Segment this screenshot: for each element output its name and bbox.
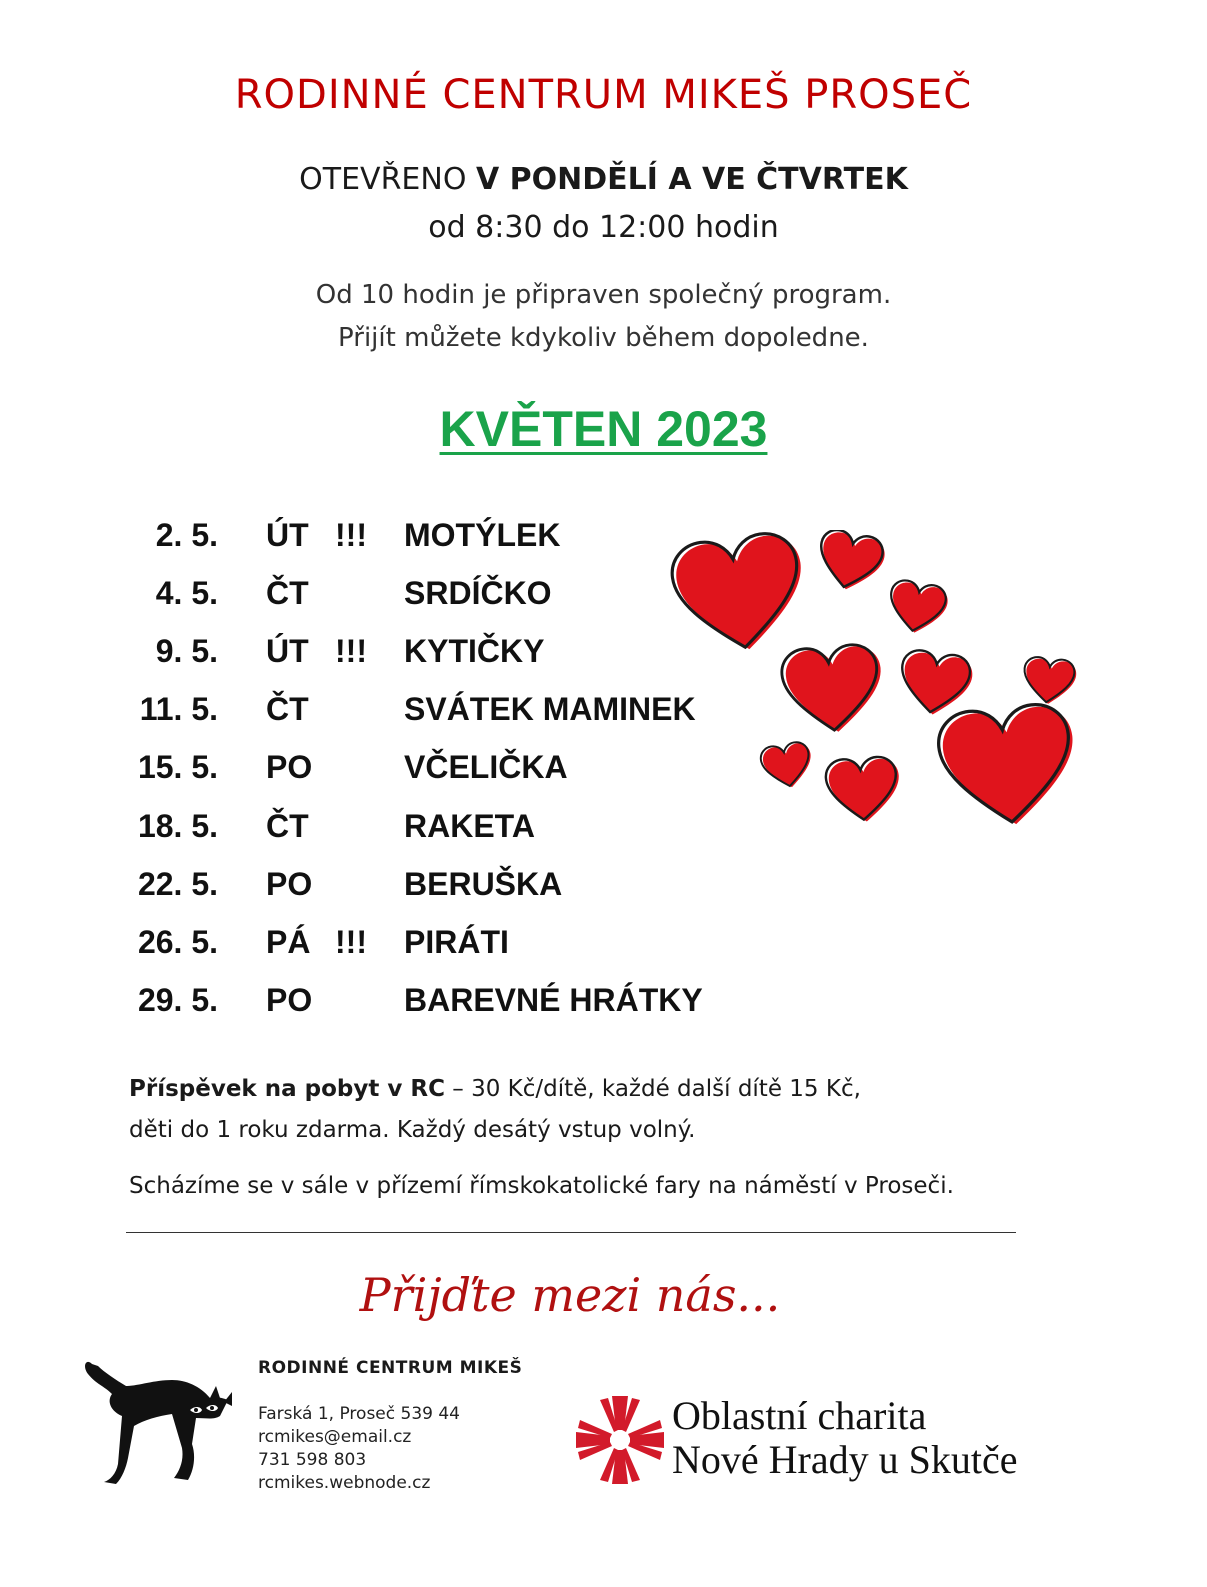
contact-block bbox=[258, 1403, 460, 1495]
opening-days-bold: V PONDĚLÍ A VE ČTVRTEK bbox=[475, 162, 908, 197]
schedule-date: 29. 5. bbox=[137, 982, 218, 1018]
schedule-date: 2. 5. bbox=[155, 517, 218, 553]
charity-cross-icon bbox=[576, 1396, 664, 1484]
schedule-date: 26. 5. bbox=[137, 924, 218, 960]
charity-line-1: Oblastní charita bbox=[672, 1393, 927, 1438]
charity-line-2: Nové Hrady u Skutče bbox=[672, 1437, 1018, 1482]
schedule-date: 4. 5. bbox=[155, 575, 218, 611]
opening-days bbox=[0, 162, 1207, 197]
schedule-mark: !!! bbox=[335, 633, 367, 669]
opening-hours: od 8:30 do 12:00 hodin bbox=[428, 210, 779, 245]
program-note-2: Přijít můžete kdykoliv během dopoledne. bbox=[338, 323, 869, 353]
meeting-place: Scházíme se v sále v přízemí římskokatolické fary na náměstí v Proseči. bbox=[129, 1173, 954, 1199]
schedule-day: ÚT bbox=[266, 517, 309, 553]
contact-web[interactable]: rcmikes.webnode.cz bbox=[258, 1473, 431, 1493]
schedule-day: ČT bbox=[266, 691, 309, 727]
org-name: RODINNÉ CENTRUM MIKEŠ bbox=[258, 1358, 523, 1378]
heart-icon bbox=[813, 530, 888, 596]
fee-info-2: děti do 1 roku zdarma. Každý desátý vstup volný. bbox=[129, 1117, 696, 1143]
schedule-program: SVÁTEK MAMINEK bbox=[404, 691, 696, 727]
program-note-1: Od 10 hodin je připraven společný program. bbox=[315, 280, 892, 310]
fee-text: – 30 Kč/dítě, každé další dítě 15 Kč, bbox=[444, 1076, 861, 1102]
contact-phone: 731 598 803 bbox=[258, 1450, 367, 1470]
month-heading bbox=[0, 400, 1207, 458]
schedule-program: PIRÁTI bbox=[404, 924, 509, 960]
heart-icon bbox=[935, 701, 1080, 831]
schedule-day: PO bbox=[266, 866, 313, 902]
divider bbox=[126, 1232, 1016, 1233]
cat-logo-icon bbox=[82, 1356, 244, 1490]
opening-prefix: OTEVŘENO bbox=[299, 162, 476, 197]
schedule-program: BERUŠKA bbox=[404, 866, 563, 902]
hearts-decoration bbox=[670, 530, 1100, 860]
schedule-program: BAREVNÉ HRÁTKY bbox=[404, 982, 703, 1018]
contact-address: Farská 1, Proseč 539 44 bbox=[258, 1404, 460, 1424]
schedule-program: RAKETA bbox=[404, 808, 535, 844]
schedule-day: PO bbox=[266, 749, 313, 785]
schedule-mark: !!! bbox=[335, 924, 367, 960]
schedule-program: SRDÍČKO bbox=[404, 575, 552, 611]
heart-icon bbox=[780, 642, 886, 736]
schedule-mark: !!! bbox=[335, 517, 367, 553]
charity-name bbox=[672, 1394, 1017, 1482]
fee-info-1 bbox=[129, 1076, 861, 1102]
heart-icon bbox=[670, 530, 811, 658]
schedule-program: MOTÝLEK bbox=[404, 517, 561, 553]
heart-icon bbox=[1021, 656, 1077, 707]
schedule-program: VČELIČKA bbox=[404, 749, 568, 785]
schedule-day: PÁ bbox=[266, 924, 311, 960]
schedule-date: 15. 5. bbox=[137, 749, 218, 785]
heart-icon bbox=[825, 756, 902, 825]
slogan: Přijďte mezi nás... bbox=[359, 1268, 781, 1322]
schedule-day: PO bbox=[266, 982, 313, 1018]
schedule-date: 22. 5. bbox=[137, 866, 218, 902]
schedule-day: ČT bbox=[266, 808, 309, 844]
heart-icon bbox=[885, 578, 950, 637]
schedule-day: ČT bbox=[266, 575, 309, 611]
schedule-day: ÚT bbox=[266, 633, 309, 669]
schedule-date: 9. 5. bbox=[155, 633, 218, 669]
schedule-program: KYTIČKY bbox=[404, 633, 545, 669]
heart-icon bbox=[896, 648, 975, 719]
contact-email[interactable]: rcmikes@email.cz bbox=[258, 1427, 412, 1447]
month-heading-text: KVĚTEN 2023 bbox=[439, 401, 768, 457]
schedule-date: 18. 5. bbox=[137, 808, 218, 844]
schedule-date: 11. 5. bbox=[139, 691, 218, 727]
heart-icon bbox=[759, 740, 816, 792]
page-title: RODINNÉ CENTRUM MIKEŠ PROSEČ bbox=[234, 72, 973, 118]
fee-label: Příspěvek na pobyt v RC bbox=[129, 1076, 445, 1102]
